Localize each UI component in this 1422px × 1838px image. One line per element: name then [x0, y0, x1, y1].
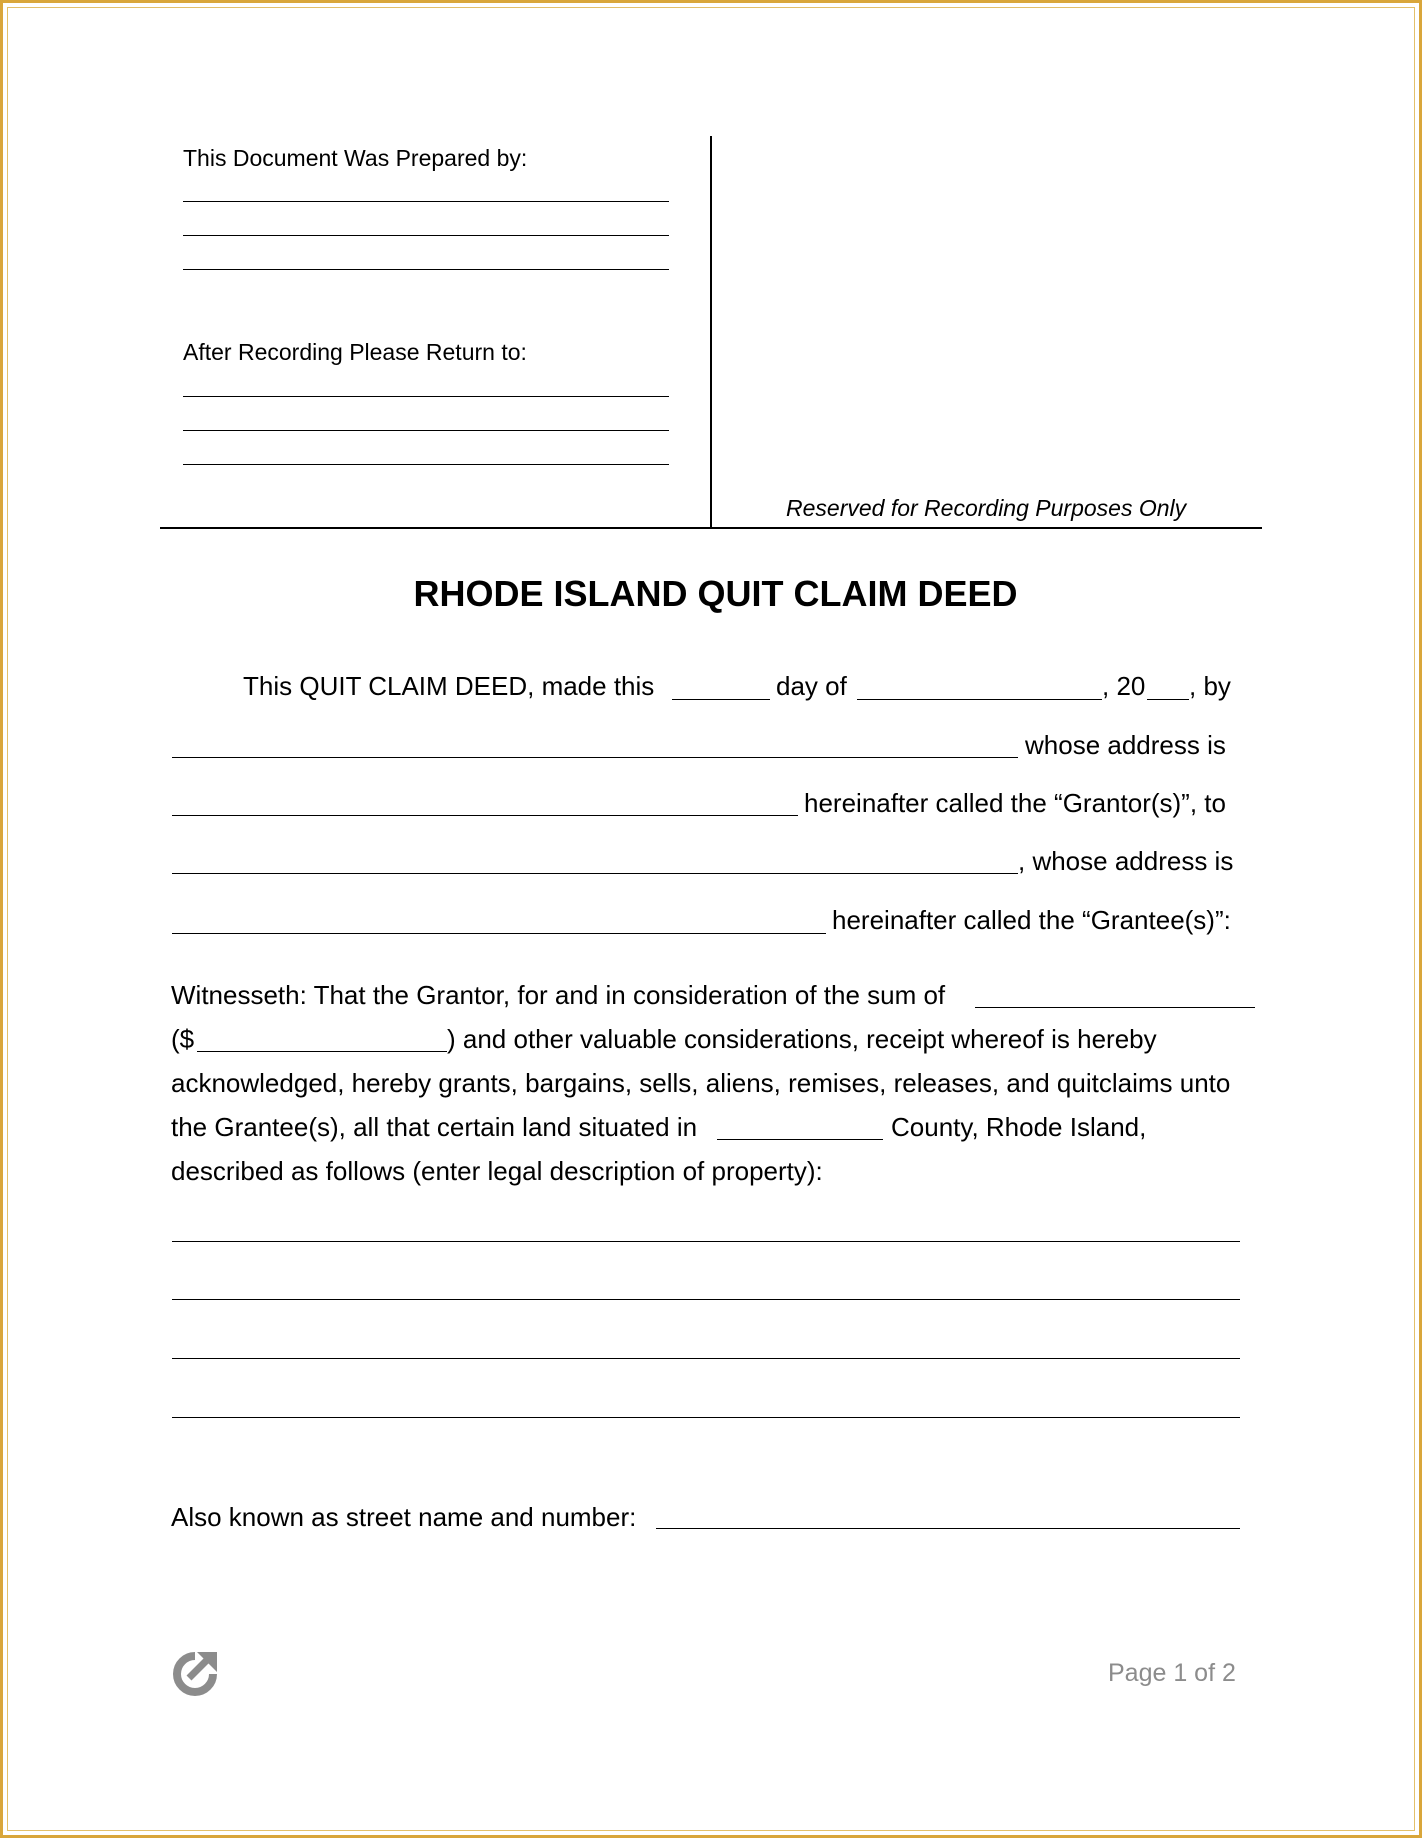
header-divider-vertical	[710, 136, 712, 528]
page-number: Page 1 of 2	[1108, 1659, 1236, 1687]
legal-description-line-2[interactable]	[172, 1299, 1240, 1300]
witnesseth-line-4-a: the Grantee(s), all that certain land situated in	[171, 1112, 698, 1142]
legal-description-line-3[interactable]	[172, 1358, 1240, 1359]
parties-line-1-text-a: This QUIT CLAIM DEED, made this	[243, 671, 655, 701]
parties-line-3-text: hereinafter called the “Grantor(s)”, to	[804, 788, 1226, 818]
legal-description-line-4[interactable]	[172, 1417, 1240, 1418]
witnesseth-line-5: described as follows (enter legal description of property):	[171, 1156, 823, 1186]
year-field[interactable]	[1147, 699, 1189, 700]
grantor-name-field[interactable]	[172, 757, 1018, 758]
day-field[interactable]	[672, 699, 770, 700]
grantee-address-field[interactable]	[172, 933, 826, 934]
reserved-label: Reserved for Recording Purposes Only	[786, 495, 1187, 521]
prepared-by-label: This Document Was Prepared by:	[183, 145, 528, 171]
grantee-name-field[interactable]	[172, 873, 1018, 874]
return-to-label: After Recording Please Return to:	[183, 339, 527, 365]
witnesseth-line-1: Witnesseth: That the Grantor, for and in consideration of the sum of	[171, 980, 946, 1010]
parties-line-1-text-b: day of	[776, 671, 847, 701]
parties-line-4-text: , whose address is	[1018, 846, 1234, 876]
consideration-words-field[interactable]	[975, 1007, 1255, 1008]
return-to-line-2[interactable]	[183, 430, 669, 431]
prepared-by-line-3[interactable]	[183, 269, 669, 270]
witnesseth-line-4-b: County, Rhode Island,	[891, 1112, 1147, 1142]
grantor-address-field[interactable]	[172, 815, 798, 816]
prepared-by-line-1[interactable]	[183, 201, 669, 202]
return-to-line-3[interactable]	[183, 464, 669, 465]
legal-description-line-1[interactable]	[172, 1241, 1240, 1242]
witnesseth-line-3: acknowledged, hereby grants, bargains, sells, aliens, remises, releases, and quitclaims unto	[171, 1068, 1231, 1098]
street-label: Also known as street name and number:	[171, 1502, 637, 1532]
parties-line-5-text: hereinafter called the “Grantee(s)”:	[832, 905, 1231, 935]
month-field[interactable]	[857, 699, 1102, 700]
witnesseth-line-2-a: ($	[171, 1024, 195, 1054]
witnesseth-line-2-b: ) and other valuable considerations, receipt whereof is hereby	[447, 1024, 1157, 1054]
header-divider-horizontal	[160, 527, 1262, 529]
page-title: RHODE ISLAND QUIT CLAIM DEED	[413, 573, 1018, 614]
parties-line-2-text: whose address is	[1025, 730, 1226, 760]
street-field[interactable]	[656, 1528, 1240, 1529]
consideration-amount-field[interactable]	[197, 1051, 447, 1052]
prepared-by-line-2[interactable]	[183, 235, 669, 236]
county-field[interactable]	[717, 1139, 883, 1140]
parties-line-1-text-d: , by	[1189, 671, 1231, 701]
return-to-line-1[interactable]	[183, 396, 669, 397]
parties-line-1-text-c: , 20	[1102, 671, 1146, 701]
share-arrow-icon	[171, 1648, 221, 1700]
